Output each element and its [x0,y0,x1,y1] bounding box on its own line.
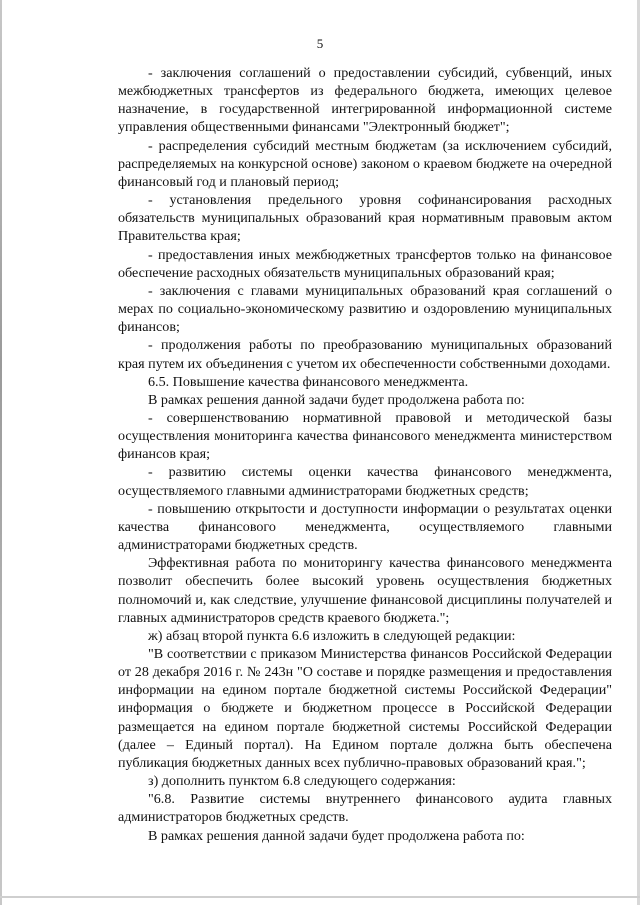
list-item-subsidy-agreements: - заключения соглашений о предоставлении субсидий, субвенций, иных межбюджетных трансфертов из федерального бюджета, имеющих целевое назначение, в государственной интегрированной информационной системе управления общественными финансами "Электронный бюджет"; [118,65,612,136]
scan-edge-left [0,0,2,905]
section-heading-6-5: 6.5. Повышение качества финансового менеджмента. [148,373,469,390]
bottom-scan-rule [0,896,640,898]
section-heading-6-8: "6.8. Развитие системы внутреннего финансового аудита главных администраторов бюджетных средств. [118,791,612,826]
paragraph-amendment-zh: ж) абзац второй пункта 6.6 изложить в следующей редакции: [148,627,516,644]
list-item-cofinancing-level: - установления предельного уровня софинансирования расходных обязательств муниципальных образований края нормативным правовым актом Правительства края; [118,192,612,245]
paragraph-effective-monitoring: Эффективная работа по мониторингу качества финансового менеджмента позволит обеспечить более высокий уровень осуществления бюджетных полномочий и, как следствие, улучшение финансовой дисциплины получателей и главных администраторов средств краевого бюджета."; [118,555,612,626]
paragraph-task-intro-2: В рамках решения данной задачи будет продолжена работа по: [148,827,525,844]
paragraph-amendment-z: з) дополнить пунктом 6.8 следующего содержания: [148,773,456,790]
paragraph-minfin-order: "В соответствии с приказом Министерства финансов Российской Федерации от 28 декабря 2016 г. № 243н "О составе и порядке размещения и предоставления информации на едином портале бюджетной системы Российской Федерации" информация о бюджете и бюджетном процессе в Российской Федерации размещается на едином портале бюджетной системы Российской Федерации (далее – Единый портал). На Едином портале должна быть обеспечена публикация бюджетных данных всех публично-правовых образований края."; [118,646,612,771]
list-item-assessment-system: - развитию системы оценки качества финансового менеджмента, осуществляемого главными администраторами бюджетных средств; [118,464,612,499]
list-item-openness: - повышению открытости и доступности информации о результатах оценки качества финансового менеджмента, осуществляемого главными администраторами бюджетных средств. [118,500,612,554]
list-item-subsidy-distribution: - распределения субсидий местным бюджетам (за исключением субсидий, распределяемых на конкурсной основе) законом о краевом бюджете на очередной финансовый год и плановый период; [118,137,612,190]
list-item-regulatory-base: - совершенствованию нормативной правовой и методической базы осуществления мониторинга качества финансового менеджмента министерством финансов края; [118,409,612,463]
list-item-agreements-with-heads: - заключения с главами муниципальных образований края соглашений о мерах по социально-экономическому развитию и оздоровлению муниципальных финансов; [118,282,612,336]
list-item-municipal-merging: - продолжения работы по преобразованию муниципальных образований края путем их объединения с учетом их обеспеченности собственными доходами. [118,337,612,372]
paragraph-task-intro: В рамках решения данной задачи будет продолжена работа по: [148,391,525,408]
document-body [118,64,612,845]
page-number: 5 [316,36,324,51]
list-item-other-transfers: - предоставления иных межбюджетных трансфертов только на финансовое обеспечение расходных обязательств муниципальных образований края; [118,246,612,281]
